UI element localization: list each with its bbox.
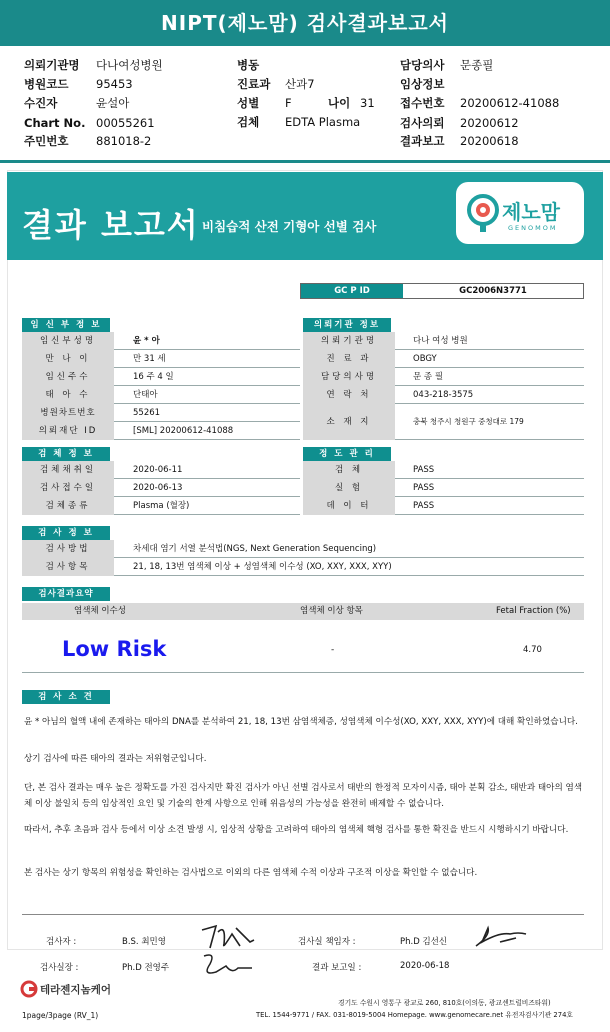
- table-row: 검사접수일 2020-06-13: [22, 479, 300, 497]
- tester-name: B.S. 최민영: [122, 937, 166, 947]
- header-row: 나이 31: [328, 96, 375, 110]
- finding-paragraph: 본 검사는 상기 항목의 위험성을 확인하는 검사법으로 이외의 다른 염색체 수적 이상과 구조적 이상을 확인할 수 없습니다.: [24, 868, 478, 878]
- table-row: 검사항목 21, 18, 13번 염색체 이상 + 성염색체 이수성 (XO, XXY, XXX, XYY): [22, 558, 584, 576]
- banner-subtitle: 비침습적 산전 기형아 선별 검사: [202, 219, 377, 234]
- table-row: 만 나 이 만 31 세: [22, 350, 300, 368]
- table-row: 소 재 지 충북 청주시 청원구 중청대로 179: [303, 404, 584, 440]
- section-quality-control: 정 도 관 리: [303, 447, 391, 461]
- header-row: 병원코드 95453: [24, 77, 133, 91]
- fetal-fraction-value: 4.70: [523, 645, 542, 655]
- table-row: 병원차트번호 55261: [22, 404, 300, 422]
- genomom-logo-icon: [466, 190, 500, 234]
- header-row: 진료과 산과7: [237, 77, 315, 91]
- logo-text: 제노맘: [502, 200, 560, 224]
- header-row: 주민번호 881018-2: [24, 134, 152, 148]
- table-row: 연 락 처 043-218-3575: [303, 386, 584, 404]
- abnormal-value: -: [331, 645, 335, 655]
- summary-col-abnormal: 염색체 이상 항목: [300, 606, 363, 616]
- company-contact: TEL. 1544-9771 / FAX. 031-8019-5004 Homepage. www.genomecare.net 유전자검사기관 274호: [256, 1011, 573, 1019]
- finding-paragraph: 상기 검사에 따른 태아의 결과는 저위험군입니다.: [24, 754, 207, 764]
- header-row: 결과보고 20200618: [400, 134, 519, 148]
- page-number: 1page/3page (RV_1): [22, 1011, 99, 1020]
- banner-title: 결과 보고서: [22, 206, 200, 244]
- table-row: 검 체 PASS: [303, 461, 584, 479]
- summary-header: [22, 603, 584, 620]
- header-row: 담당의사 문종필: [400, 58, 494, 72]
- gcp-id-label: GC P ID: [301, 284, 403, 298]
- table-row: 데 이 터 PASS: [303, 497, 584, 515]
- table-row: 검체채취일 2020-06-11: [22, 461, 300, 479]
- table-row: 의뢰기관명 다나 여성 병원: [303, 332, 584, 350]
- header-row: Chart No. 00055261: [24, 116, 155, 130]
- director-label: 검사실 책임자 :: [298, 937, 356, 947]
- summary-col-fetal-fraction: Fetal Fraction (%): [496, 606, 571, 616]
- summary-col-aneuploidy: 염색체 이수성: [74, 606, 126, 616]
- company-address: 경기도 수원시 영통구 광교로 260, 810호(이의동, 광교센트럴비즈타워): [338, 999, 551, 1007]
- signature-divider: [22, 914, 584, 915]
- terragen-logo-icon: [20, 980, 38, 998]
- finding-paragraph: 따라서, 추후 초음파 검사 등에서 이상 소견 발생 시, 임상적 상황을 고려하여 태아의 염색체 핵형 검사를 통한 확진을 반드시 시행하시기 바랍니다.: [24, 825, 569, 835]
- section-institution-info: 의뢰기관 정보: [303, 318, 391, 332]
- header-divider: [0, 160, 610, 163]
- header-row: 의뢰기관명 다나여성병원: [24, 58, 163, 72]
- header-row: 접수번호 20200612-41088: [400, 96, 560, 110]
- section-test-info: 검 사 정 보: [22, 526, 110, 540]
- report-date-label: 결과 보고일 :: [312, 963, 362, 973]
- result-low-risk: Low Risk: [62, 637, 167, 661]
- document-title: NIPT(제노맘) 검사결과보고서: [0, 0, 610, 46]
- table-row: 담당의사명 문 종 필: [303, 368, 584, 386]
- table-row: 검사방법 차세대 염기 서열 분석법(NGS, Next Generation Sequencing): [22, 540, 584, 558]
- header-row: 검사의뢰 20200612: [400, 116, 519, 130]
- tester-label: 검사자 :: [46, 937, 77, 947]
- table-row: 임신주수 16 주 4 일: [22, 368, 300, 386]
- header-row: 수진자 윤설아: [24, 96, 130, 110]
- header-row: 임상정보: [400, 77, 445, 91]
- table-row: 진 료 과 OBGY: [303, 350, 584, 368]
- logo-subtext: GENOMOM: [508, 224, 558, 232]
- gcp-id-value: GC2006N3771: [459, 286, 527, 296]
- gcp-id-box: [300, 283, 584, 299]
- table-row: 의뢰재단 ID [SML] 20200612-41088: [22, 422, 300, 440]
- director-signature: [470, 922, 532, 952]
- chief-signature: [196, 950, 256, 978]
- header-row: 검체 EDTA Plasma: [237, 115, 361, 129]
- header-row: 병동: [237, 58, 260, 72]
- chief-name: Ph.D 전영주: [122, 963, 170, 973]
- table-row: 임신부성명 윤 * 아: [22, 332, 300, 350]
- table-row: 검체종류 Plasma (혈장): [22, 497, 300, 515]
- summary-divider: [22, 672, 584, 673]
- section-findings: 검 사 소 견: [22, 690, 110, 704]
- report-date: 2020-06-18: [400, 961, 450, 971]
- finding-paragraph: 단, 본 검사 결과는 매우 높은 정확도를 가진 검사지만 확진 검사가 아닌 선별 검사로서 태반의 한정적 모자이시즘, 태아 분획 감소, 태반과 태아의 염색체 이상 불일치 등의 임상적인 요인 및 기술의 한계 사항으로 인해 위음성의 가능성을 완전히 배제할 수 없습니다.: [24, 783, 583, 809]
- tester-signature: [196, 920, 258, 954]
- chief-label: 검사실장 :: [40, 963, 79, 973]
- section-result-summary: 검사결과요약: [22, 587, 110, 601]
- finding-paragraph: 윤 * 아님의 혈액 내에 존재하는 태아의 DNA를 분석하여 21, 18, 13번 삼염색체증, 성염색체 이수성(XO, XXY, XXX, XYY)에 대해 확인하였습니다.: [24, 717, 578, 727]
- table-row: 실 험 PASS: [303, 479, 584, 497]
- company-name: 테라젠지놈케어: [40, 984, 112, 996]
- table-row: 태 아 수 단태아: [22, 386, 300, 404]
- section-specimen-info: 검 체 정 보: [22, 447, 110, 461]
- header-row: 성별 F: [237, 96, 292, 110]
- director-name: Ph.D 김선신: [400, 937, 448, 947]
- section-patient-info: 임 신 부 정 보: [22, 318, 110, 332]
